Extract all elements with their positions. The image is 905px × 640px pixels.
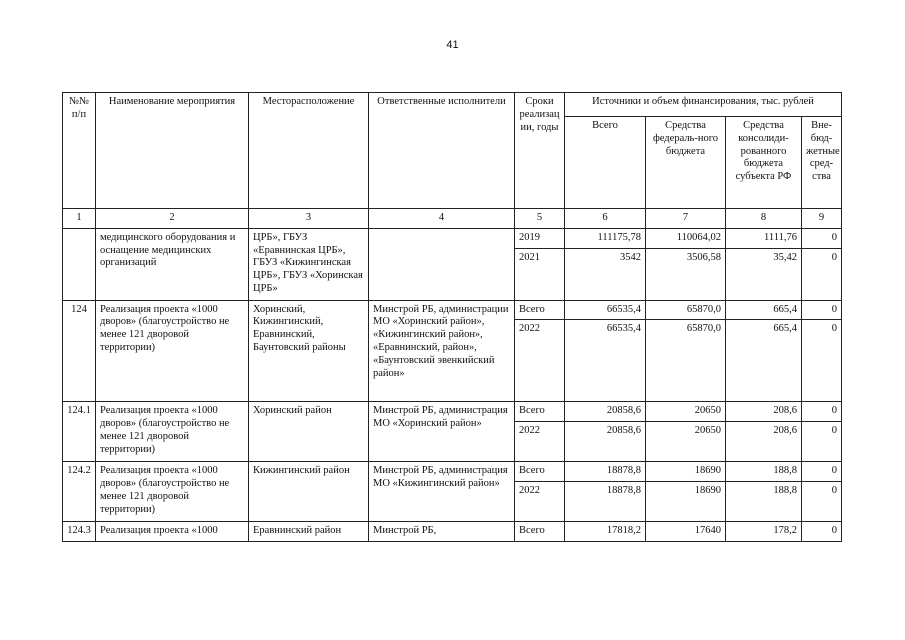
column-number: 4 <box>369 209 515 229</box>
row-name: Реализация проекта «1000 дворов» (благоустройство не менее 121 дворовой территории) <box>96 402 249 462</box>
row-num <box>63 228 96 300</box>
row-name: Реализация проекта «1000 дворов» (благоустройство не менее 121 дворовой территории) <box>96 462 249 522</box>
row-period: 2022 <box>515 481 565 521</box>
row-executors: Минстрой РБ, администрации МО «Хоринский район», «Кижингинский район», «Еравнинский, район», «Баунтовский эвенкийский район» <box>369 300 515 402</box>
row-location: Хоринский район <box>249 402 369 462</box>
row-total: 20858,6 <box>565 402 646 422</box>
row-federal: 3506,58 <box>646 248 726 300</box>
row-num: 124.3 <box>63 521 96 541</box>
row-extra: 0 <box>802 422 842 462</box>
row-period: 2022 <box>515 320 565 402</box>
row-total: 66535,4 <box>565 300 646 320</box>
row-executors <box>369 228 515 300</box>
row-extra: 0 <box>802 300 842 320</box>
row-total: 111175,78 <box>565 228 646 248</box>
row-period: 2019 <box>515 228 565 248</box>
row-extra: 0 <box>802 402 842 422</box>
row-period: Всего <box>515 462 565 482</box>
row-period: Всего <box>515 521 565 541</box>
row-num: 124 <box>63 300 96 402</box>
row-total: 20858,6 <box>565 422 646 462</box>
row-location: Еравнинский район <box>249 521 369 541</box>
row-federal: 65870,0 <box>646 300 726 320</box>
header-location: Месторасположение <box>249 93 369 209</box>
row-extra: 0 <box>802 320 842 402</box>
column-number: 7 <box>646 209 726 229</box>
column-number: 6 <box>565 209 646 229</box>
row-federal: 65870,0 <box>646 320 726 402</box>
column-number: 8 <box>726 209 802 229</box>
table-row <box>63 228 842 248</box>
header-num: №№ п/п <box>63 93 96 209</box>
header-federal: Средства федераль-ного бюджета <box>646 117 726 209</box>
column-number: 9 <box>802 209 842 229</box>
row-name: медицинского оборудования и оснащение медицинских организаций <box>96 228 249 300</box>
header-name: Наименование мероприятия <box>96 93 249 209</box>
row-name: Реализация проекта «1000 дворов» (благоустройство не менее 121 дворовой территории) <box>96 300 249 402</box>
row-executors: Минстрой РБ, администрация МО «Кижингинский район» <box>369 462 515 522</box>
row-total: 17818,2 <box>565 521 646 541</box>
page-number: 41 <box>446 39 459 51</box>
column-number: 2 <box>96 209 249 229</box>
row-total: 66535,4 <box>565 320 646 402</box>
header-extra: Вне-бюд-жетные сред-ства <box>802 117 842 209</box>
column-numbers-row <box>63 209 842 229</box>
row-num: 124.1 <box>63 402 96 462</box>
table-row <box>63 402 842 422</box>
row-location: ЦРБ», ГБУЗ «Еравнинская ЦРБ», ГБУЗ «Кижингинская ЦРБ», ГБУЗ «Хоринская ЦРБ» <box>249 228 369 300</box>
row-regional: 178,2 <box>726 521 802 541</box>
header-financing: Источники и объем финансирования, тыс. рублей <box>565 93 842 117</box>
row-regional: 208,6 <box>726 422 802 462</box>
table-row <box>63 300 842 320</box>
row-extra: 0 <box>802 521 842 541</box>
row-regional: 188,8 <box>726 462 802 482</box>
row-extra: 0 <box>802 228 842 248</box>
row-executors: Минстрой РБ, <box>369 521 515 541</box>
column-number: 5 <box>515 209 565 229</box>
header-total: Всего <box>565 117 646 209</box>
row-regional: 188,8 <box>726 481 802 521</box>
row-executors: Минстрой РБ, администрация МО «Хоринский район» <box>369 402 515 462</box>
row-federal: 20650 <box>646 422 726 462</box>
header-period: Сроки реализац ии, годы <box>515 93 565 209</box>
table-row <box>63 521 842 541</box>
row-regional: 665,4 <box>726 300 802 320</box>
financing-table <box>62 92 842 542</box>
row-extra: 0 <box>802 462 842 482</box>
row-location: Кижингинский район <box>249 462 369 522</box>
row-regional: 665,4 <box>726 320 802 402</box>
row-federal: 20650 <box>646 402 726 422</box>
row-period: 2021 <box>515 248 565 300</box>
row-federal: 17640 <box>646 521 726 541</box>
row-total: 18878,8 <box>565 462 646 482</box>
column-number: 3 <box>249 209 369 229</box>
row-federal: 110064,02 <box>646 228 726 248</box>
header-regional: Средства консолиди-рованного бюджета субъекта РФ <box>726 117 802 209</box>
row-regional: 1111,76 <box>726 228 802 248</box>
table-row <box>63 462 842 482</box>
column-number: 1 <box>63 209 96 229</box>
row-num: 124.2 <box>63 462 96 522</box>
row-period: Всего <box>515 300 565 320</box>
row-period: 2022 <box>515 422 565 462</box>
row-location: Хоринский, Кижингинский, Еравнинский, Баунтовский районы <box>249 300 369 402</box>
row-regional: 208,6 <box>726 402 802 422</box>
row-regional: 35,42 <box>726 248 802 300</box>
row-total: 3542 <box>565 248 646 300</box>
row-extra: 0 <box>802 481 842 521</box>
row-period: Всего <box>515 402 565 422</box>
header-executors: Ответственные исполнители <box>369 93 515 209</box>
row-total: 18878,8 <box>565 481 646 521</box>
row-extra: 0 <box>802 248 842 300</box>
row-federal: 18690 <box>646 462 726 482</box>
row-name: Реализация проекта «1000 <box>96 521 249 541</box>
row-federal: 18690 <box>646 481 726 521</box>
